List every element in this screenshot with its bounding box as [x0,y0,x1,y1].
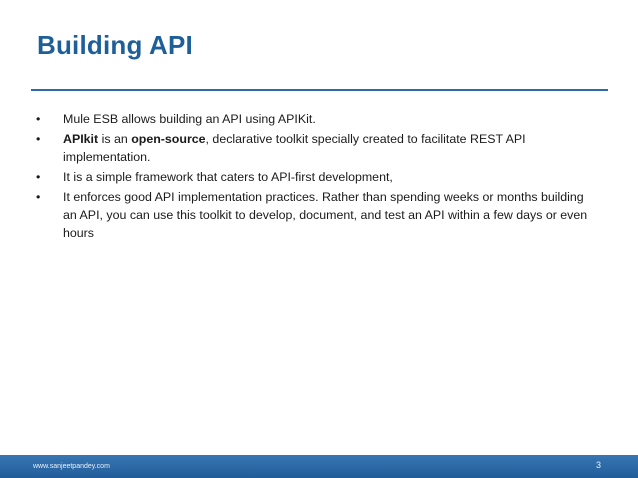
bullet-bold-term: APIkit [63,132,99,146]
footer-website: www.sanjeetpandey.com [33,463,110,470]
bullet-icon: • [36,132,41,146]
bullet-icon: • [36,112,41,126]
slide-title: Building API [37,30,193,60]
bullet-text: Mule ESB allows building an API using APIKit. [63,112,316,126]
page-number: 3 [595,460,601,470]
bullet-text: It enforces good API implementation practices. Rather than spending weeks or months building an API, you can use this toolkit to develop, document, and test an API within a few days or even hours [63,190,588,240]
bullet-text: It is a simple framework that caters to API-first development, [63,170,393,184]
title-divider [31,89,608,91]
bullet-bold-term: open-source [131,132,206,146]
bullet-text: is an [98,132,132,146]
bullet-icon: • [36,170,41,184]
bullet-icon: • [36,190,41,204]
bullet-item [36,188,596,242]
bullet-text: , declarative toolkit specially created to facilitate REST API implementation. [63,132,526,164]
bullet-item [36,168,596,186]
bullet-item [36,110,596,128]
footer-bar [0,455,638,478]
bullet-item [36,130,596,166]
bullet-list [36,110,596,244]
